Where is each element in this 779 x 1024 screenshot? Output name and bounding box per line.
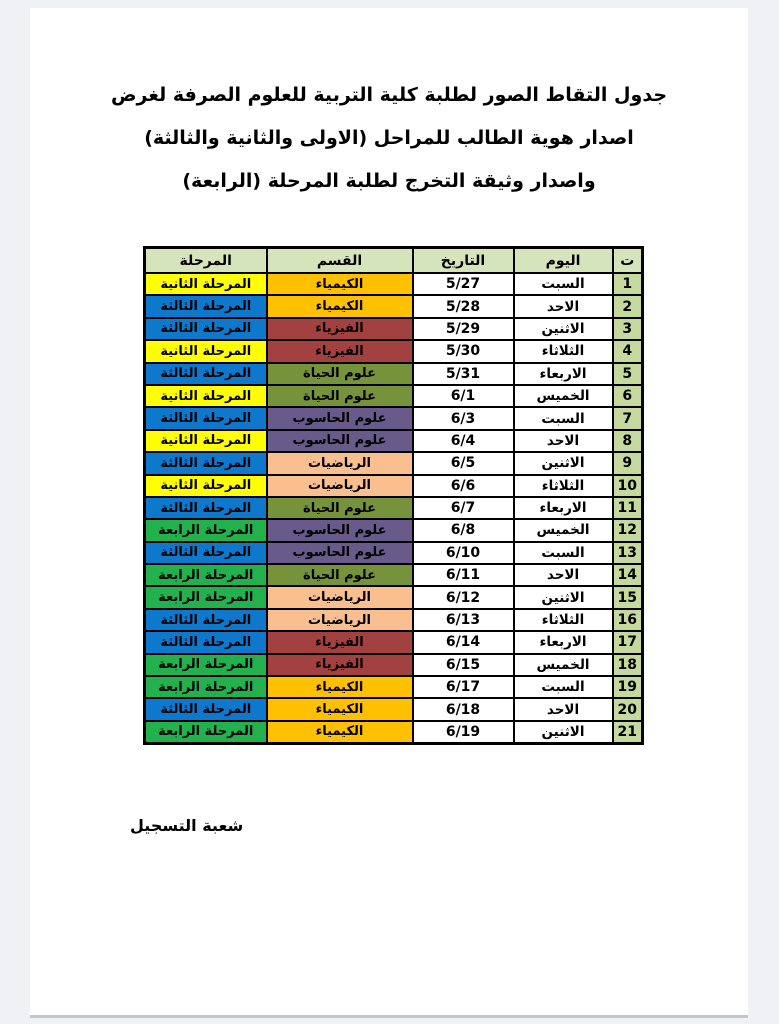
date-cell: 6/11	[413, 564, 514, 586]
day-cell: السبت	[514, 407, 613, 429]
date-cell: 6/17	[413, 676, 514, 698]
row-index-cell: 20	[613, 698, 643, 720]
table-row	[145, 609, 643, 631]
date-cell: 5/28	[413, 295, 514, 317]
department-cell: الكيمياء	[267, 676, 413, 698]
department-cell: علوم الحياة	[267, 564, 413, 586]
header-stage: المرحلة	[145, 248, 267, 274]
table-row	[145, 654, 643, 676]
table-row	[145, 564, 643, 586]
row-index-cell: 13	[613, 542, 643, 564]
title-line-2: اصدار هوية الطالب للمراحل (الاولى والثانية والثالثة)	[144, 127, 634, 149]
row-index-cell: 2	[613, 295, 643, 317]
table-row	[145, 407, 643, 429]
table-row	[145, 295, 643, 317]
row-index-cell: 17	[613, 631, 643, 653]
day-cell: الثلاثاء	[514, 609, 613, 631]
stage-cell: المرحلة الرابعة	[145, 564, 267, 586]
stage-cell: المرحلة الرابعة	[145, 654, 267, 676]
department-cell: الكيمياء	[267, 295, 413, 317]
header-department: القسم	[267, 248, 413, 274]
table-row	[145, 385, 643, 407]
table-row	[145, 721, 643, 743]
date-cell: 6/14	[413, 631, 514, 653]
footer-signature: شعبة التسجيل	[130, 816, 244, 835]
photo-schedule-table	[143, 246, 644, 745]
department-cell: الفيزياء	[267, 654, 413, 676]
day-cell: الخميس	[514, 385, 613, 407]
row-index-cell: 11	[613, 497, 643, 519]
schedule-table-body	[145, 273, 643, 743]
day-cell: الاحد	[514, 430, 613, 452]
stage-cell: المرحلة الرابعة	[145, 586, 267, 608]
department-cell: الرياضيات	[267, 586, 413, 608]
date-cell: 5/29	[413, 318, 514, 340]
date-cell: 6/13	[413, 609, 514, 631]
department-cell: علوم الحاسوب	[267, 519, 413, 541]
day-cell: الثلاثاء	[514, 475, 613, 497]
day-cell: الاحد	[514, 295, 613, 317]
row-index-cell: 5	[613, 363, 643, 385]
date-cell: 6/5	[413, 452, 514, 474]
row-index-cell: 6	[613, 385, 643, 407]
day-cell: الثلاثاء	[514, 340, 613, 362]
stage-cell: المرحلة الثانية	[145, 340, 267, 362]
table-row	[145, 676, 643, 698]
day-cell: الاثنين	[514, 586, 613, 608]
date-cell: 6/6	[413, 475, 514, 497]
day-cell: الخميس	[514, 519, 613, 541]
table-row	[145, 497, 643, 519]
day-cell: السبت	[514, 542, 613, 564]
stage-cell: المرحلة الثالثة	[145, 497, 267, 519]
date-cell: 6/7	[413, 497, 514, 519]
department-cell: علوم الحياة	[267, 363, 413, 385]
day-cell: الاربعاء	[514, 497, 613, 519]
table-row	[145, 542, 643, 564]
date-cell: 6/19	[413, 721, 514, 743]
date-cell: 6/10	[413, 542, 514, 564]
header-index: ت	[613, 248, 643, 274]
stage-cell: المرحلة الثالثة	[145, 318, 267, 340]
stage-cell: المرحلة الثانية	[145, 273, 267, 295]
department-cell: الفيزياء	[267, 340, 413, 362]
day-cell: الاربعاء	[514, 363, 613, 385]
table-row	[145, 363, 643, 385]
stage-cell: المرحلة الثالثة	[145, 363, 267, 385]
table-row	[145, 519, 643, 541]
table-row	[145, 452, 643, 474]
day-cell: الاثنين	[514, 721, 613, 743]
department-cell: الفيزياء	[267, 318, 413, 340]
department-cell: الرياضيات	[267, 609, 413, 631]
table-row	[145, 698, 643, 720]
department-cell: الكيمياء	[267, 698, 413, 720]
day-cell: الاحد	[514, 564, 613, 586]
department-cell: الكيمياء	[267, 273, 413, 295]
day-cell: الاربعاء	[514, 631, 613, 653]
stage-cell: المرحلة الثالثة	[145, 542, 267, 564]
table-row	[145, 318, 643, 340]
date-cell: 6/4	[413, 430, 514, 452]
row-index-cell: 19	[613, 676, 643, 698]
department-cell: الرياضيات	[267, 452, 413, 474]
stage-cell: المرحلة الرابعة	[145, 676, 267, 698]
department-cell: علوم الحياة	[267, 385, 413, 407]
row-index-cell: 15	[613, 586, 643, 608]
table-header-row	[145, 248, 643, 274]
stage-cell: المرحلة الرابعة	[145, 519, 267, 541]
department-cell: علوم الحياة	[267, 497, 413, 519]
stage-cell: المرحلة الثالثة	[145, 631, 267, 653]
row-index-cell: 14	[613, 564, 643, 586]
day-cell: السبت	[514, 676, 613, 698]
row-index-cell: 10	[613, 475, 643, 497]
day-cell: الخميس	[514, 654, 613, 676]
stage-cell: المرحلة الثالثة	[145, 407, 267, 429]
department-cell: الرياضيات	[267, 475, 413, 497]
date-cell: 6/1	[413, 385, 514, 407]
date-cell: 6/8	[413, 519, 514, 541]
day-cell: الاثنين	[514, 318, 613, 340]
department-cell: الفيزياء	[267, 631, 413, 653]
table-row	[145, 475, 643, 497]
row-index-cell: 16	[613, 609, 643, 631]
day-cell: الاحد	[514, 698, 613, 720]
row-index-cell: 8	[613, 430, 643, 452]
row-index-cell: 21	[613, 721, 643, 743]
stage-cell: المرحلة الثالثة	[145, 295, 267, 317]
title-line-1: جدول التقاط الصور لطلبة كلية التربية للعلوم الصرفة لغرض	[110, 84, 668, 106]
date-cell: 6/18	[413, 698, 514, 720]
date-cell: 5/27	[413, 273, 514, 295]
stage-cell: المرحلة الثانية	[145, 385, 267, 407]
date-cell: 6/3	[413, 407, 514, 429]
document-title	[30, 74, 748, 203]
title-line-3: واصدار وثيقة التخرج لطلبة المرحلة (الرابعة)	[182, 170, 596, 192]
day-cell: السبت	[514, 273, 613, 295]
stage-cell: المرحلة الثانية	[145, 430, 267, 452]
date-cell: 6/12	[413, 586, 514, 608]
table-row	[145, 430, 643, 452]
row-index-cell: 18	[613, 654, 643, 676]
header-date: التاريخ	[413, 248, 514, 274]
date-cell: 6/15	[413, 654, 514, 676]
document-page	[30, 8, 748, 1018]
row-index-cell: 1	[613, 273, 643, 295]
table-row	[145, 273, 643, 295]
header-day: اليوم	[514, 248, 613, 274]
stage-cell: المرحلة الثانية	[145, 475, 267, 497]
row-index-cell: 9	[613, 452, 643, 474]
date-cell: 5/31	[413, 363, 514, 385]
row-index-cell: 3	[613, 318, 643, 340]
department-cell: علوم الحاسوب	[267, 430, 413, 452]
row-index-cell: 4	[613, 340, 643, 362]
stage-cell: المرحلة الرابعة	[145, 721, 267, 743]
department-cell: علوم الحاسوب	[267, 407, 413, 429]
stage-cell: المرحلة الثالثة	[145, 452, 267, 474]
table-row	[145, 586, 643, 608]
department-cell: علوم الحاسوب	[267, 542, 413, 564]
day-cell: الاثنين	[514, 452, 613, 474]
row-index-cell: 12	[613, 519, 643, 541]
table-row	[145, 631, 643, 653]
department-cell: الكيمياء	[267, 721, 413, 743]
stage-cell: المرحلة الثالثة	[145, 609, 267, 631]
stage-cell: المرحلة الثالثة	[145, 698, 267, 720]
table-row	[145, 340, 643, 362]
row-index-cell: 7	[613, 407, 643, 429]
date-cell: 5/30	[413, 340, 514, 362]
